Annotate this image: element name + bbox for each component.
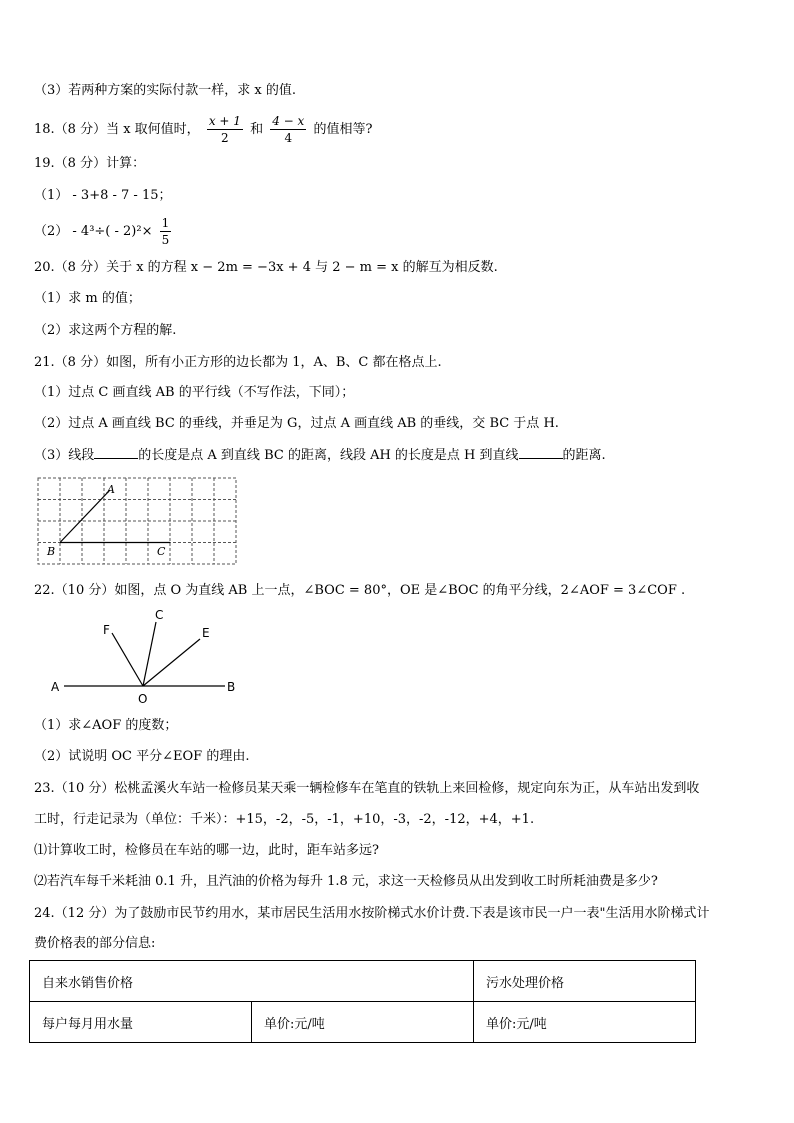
q17-part3: （3）若两种方案的实际付款一样，求 x 的值. [34,83,296,98]
table-row [30,961,696,1002]
table-cell: 自来水销售价格 [30,961,474,1002]
q21-heading: 21.（8 分）如图，所有小正方形的边长都为 1，A、B、C 都在格点上. [34,355,442,370]
water-price-table [29,960,696,1043]
label-a: A [51,680,60,694]
q19-fraction [160,215,172,248]
q18-f2-numerator: 4 − x [272,114,305,128]
q21-part3 [34,446,606,465]
q19-part2 [34,212,174,252]
q18-f1-numerator: x + 1 [208,114,241,128]
table-cell: 每户每月用水量 [30,1002,252,1043]
q22-angle-figure [40,602,250,706]
q18-line [34,110,372,150]
label-f: F [103,623,110,637]
q19-heading: 19.（8 分）计算： [34,156,146,171]
q20-part2: （2）求这两个方程的解. [34,323,177,338]
q18-fraction-1 [207,113,243,146]
segment-ab [60,490,110,543]
label-o: O [138,692,148,706]
answer-blank-1 [94,446,138,459]
q21-part3-a: （3）线段 [34,448,95,463]
point-a-label: A [107,483,115,496]
q21-part1: （1）过点 C 画直线 AB 的平行线（不写作法，下同）； [34,385,355,400]
ray-of [112,633,143,686]
point-c-label: C [157,545,166,558]
q21-part3-b: 的长度是点 A 到直线 BC 的距离，线段 AH 的长度是点 H 到直线 [138,448,519,463]
q23-part2: ⑵若汽车每千米耗油 0.1 升，且汽油的价格为每升 1.8 元，求这一天检修员从出发到收工时所耗油费是多少? [34,874,658,889]
q24-heading-cont: 费价格表的部分信息: [34,936,156,951]
label-c: C [155,608,164,622]
q22-heading: 22.（10 分）如图，点 O 为直线 AB 上一点，∠BOC = 80°，OE 是∠BOC 的角平分线，2∠AOF = 3∠COF . [34,583,686,598]
q18-fraction-2 [270,113,306,146]
q21-grid-figure [36,476,240,566]
q19-f-denominator: 5 [161,233,170,247]
q18-f2-denominator: 4 [284,131,293,145]
q23-heading-cont: 工时，行走记录为（单位：千米）：+15，-2，-5，-1，+10，-3，-2，-12，+4，+1. [34,812,535,827]
label-b: B [227,680,236,694]
q19-part2-text: （2） - 4³÷( - 2)²× [34,224,153,239]
label-e: E [202,626,210,640]
q18-text-b: 的值相等? [313,122,373,137]
q18-f1-denominator: 2 [221,131,229,145]
q18-text-a: 18.（8 分）当 x 取何值时， [34,122,200,137]
q23-part1: ⑴计算收工时，检修员在车站的哪一边，此时，距车站多远? [34,843,379,858]
q21-part3-c: 的距离. [562,448,606,463]
table-cell: 单价:元/吨 [252,1002,474,1043]
answer-blank-2 [519,446,563,459]
q22-part2: （2）试说明 OC 平分∠EOF 的理由. [34,749,250,764]
q20-part1: （1）求 m 的值； [34,291,141,306]
q18-text-mid: 和 [250,122,264,137]
point-b-label: B [47,545,56,558]
table-cell: 污水处理价格 [474,961,696,1002]
grid-lines [38,478,236,564]
q23-heading: 23.（10 分）松桃孟溪火车站一检修员某天乘一辆检修车在笔直的铁轨上来回检修，规定向东为正，从车站出发到收 [34,781,700,796]
table-row [30,1002,696,1043]
q19-part1: （1） - 3+8 - 7 - 15； [34,188,172,203]
q19-f-numerator: 1 [161,216,170,230]
table-cell: 单价:元/吨 [474,1002,696,1043]
q21-part2: （2）过点 A 画直线 BC 的垂线，并垂足为 G，过点 A 画直线 AB 的垂线，交 BC 于点 H. [34,416,559,431]
q22-part1: （1）求∠AOF 的度数； [34,718,178,733]
q24-heading: 24.（12 分）为了鼓励市民节约用水，某市居民生活用水按阶梯式水价计费.下表是该市民一户一表"生活用水阶梯式计 [34,906,710,921]
q20-heading: 20.（8 分）关于 x 的方程 x − 2m = −3x + 4 与 2 − m = x 的解互为相反数. [34,260,498,275]
